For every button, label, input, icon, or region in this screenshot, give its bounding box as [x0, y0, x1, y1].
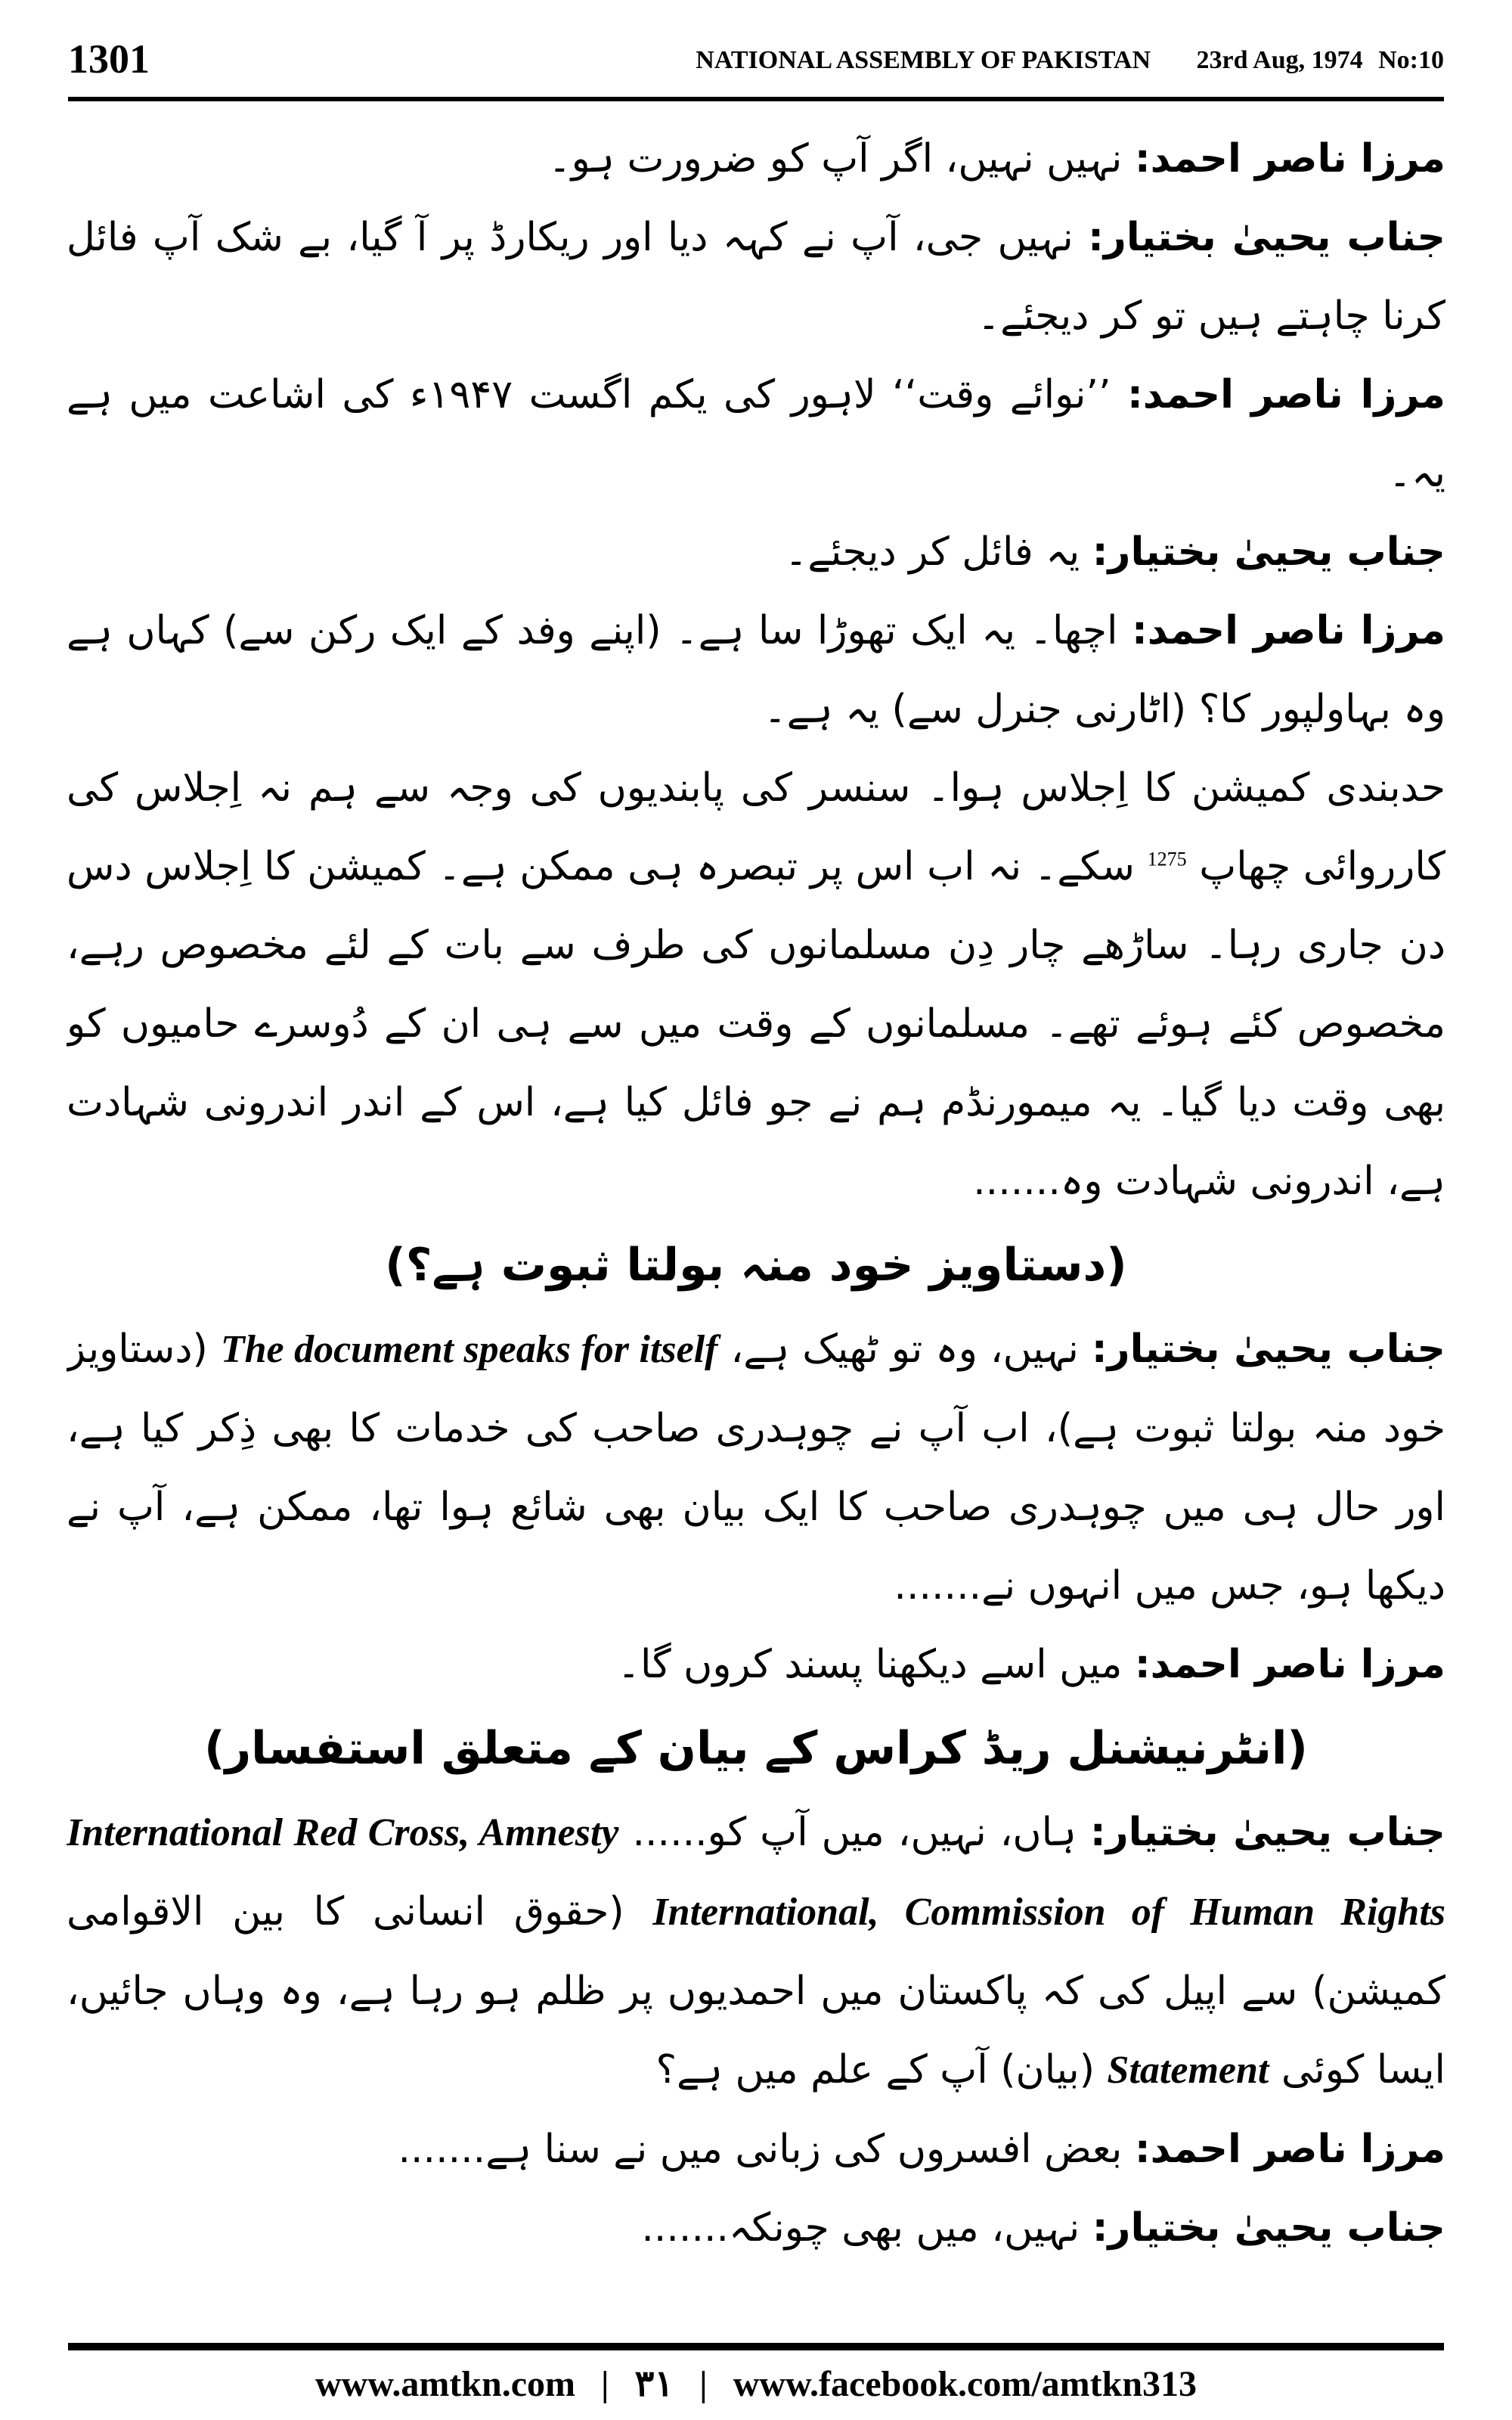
dialogue-1: [67, 119, 1445, 198]
speaker-name: جناب یحییٰ بختیار:: [1091, 1326, 1445, 1372]
footnote-marker: 1275: [1147, 848, 1187, 870]
dialogue-text: ہاں، نہیں، میں آپ کو......: [632, 1810, 1077, 1855]
footer-separator: |: [600, 2364, 609, 2404]
dialogue-text: نہیں نہیں، اگر آپ کو ضرورت ہو۔: [548, 136, 1123, 182]
dialogue-text: نہیں، میں بھی چونکہ.......: [641, 2205, 1080, 2251]
speaker-name: جناب یحییٰ بختیار:: [1092, 2205, 1445, 2251]
speaker-name: جناب یحییٰ بختیار:: [1088, 215, 1445, 260]
dialogue-text: (بیان) آپ کے علم میں ہے؟: [655, 2047, 1095, 2093]
transcript-body: [67, 119, 1445, 2335]
dialogue-text: اچھا۔ یہ ایک تھوڑا سا ہے۔ (اپنے وفد کے ایک رکن سے) کہاں ہے وہ بہاولپور کا؟ (اٹارنی جنرل سے) یہ ہے۔: [67, 608, 1445, 732]
dialogue-text: بعض افسروں کی زبانی میں نے سنا ہے.......: [398, 2127, 1123, 2172]
page-header: [68, 29, 1444, 89]
dialogue-5: [67, 591, 1445, 749]
issue-number: No:10: [1378, 46, 1444, 74]
dialogue-text: نہیں، وہ تو ٹھیک ہے،: [730, 1326, 1079, 1372]
dialogue-text: (حقوق انسانی کا بین الاقوامی کمیشن) سے اپیل کی کہ پاکستان میں احمدیوں پر ظلم ہو رہا ہے، وہ وہاں جائیں، ایسا کوئی: [67, 1889, 1445, 2093]
english-phrase: The document speaks for itself: [220, 1328, 718, 1371]
english-phrase: International Red Cross, Amnesty International, Commission of Human Rights: [67, 1811, 1445, 1934]
speaker-name: مرزا ناصر احمد:: [1134, 1642, 1445, 1687]
paragraph-text: حدبندی کمیشن کا اِجلاس ہوا۔ سنسر کی پابندیوں کی وجہ سے ہم نہ اِجلاس کی کارروائی چھاپ: [67, 765, 1445, 889]
dialogue-text: نہیں جی، آپ نے کہہ دیا اور ریکارڈ پر آ گیا، بے شک آپ فائل کرنا چاہتے ہیں تو کر دیجئے۔: [67, 215, 1445, 339]
header-rule: [68, 97, 1444, 101]
dialogue-text: یہ فائل کر دیجئے۔: [784, 529, 1080, 575]
narrative-paragraph: [67, 749, 1445, 1221]
header-title: [656, 38, 1444, 83]
dialogue-text: (دستاویز خود منہ بولتا ثبوت ہے)، اب آپ نے چوہدری صاحب کی خدمات کا بھی ذِکر کیا ہے، اور حال ہی میں چوہدری صاحب کا ایک بیان بھی شائع ہوا تھا، ممکن ہے، آپ نے دیکھا ہو، جس میں انہوں نے.......: [67, 1326, 1445, 1609]
page-number: 1301: [68, 36, 150, 82]
dialogue-7: [67, 1625, 1445, 1704]
speaker-name: جناب یحییٰ بختیار:: [1089, 1810, 1445, 1855]
dialogue-text: ’’نوائے وقت‘‘ لاہور کی یکم اگست ۱۹۴۷ء کی اشاعت میں ہے یہ۔: [67, 372, 1445, 496]
speaker-name: مرزا ناصر احمد:: [1134, 136, 1445, 182]
footer-page-number: ۳۱: [634, 2364, 674, 2404]
speaker-name: جناب یحییٰ بختیار:: [1092, 529, 1445, 575]
publication-name: NATIONAL ASSEMBLY OF PAKISTAN: [696, 46, 1151, 74]
speaker-name: مرزا ناصر احمد:: [1126, 372, 1445, 417]
section-heading: (دستاویز خود منہ بولتا ثبوت ہے؟): [385, 1239, 1127, 1292]
dialogue-10: [67, 2189, 1445, 2267]
dialogue-2: [67, 198, 1445, 355]
footer-separator: |: [699, 2364, 708, 2404]
speaker-name: مرزا ناصر احمد:: [1134, 2127, 1445, 2172]
publication-date: 23rd Aug, 1974: [1196, 46, 1363, 74]
dialogue-8: [67, 1793, 1445, 2110]
dialogue-4: [67, 513, 1445, 591]
page-footer: [68, 2358, 1444, 2411]
facebook-url: www.facebook.com/amtkn313: [733, 2364, 1198, 2404]
dialogue-9: [67, 2110, 1445, 2189]
english-word: Statement: [1107, 2049, 1269, 2092]
dialogue-3: [67, 355, 1445, 513]
website-url: www.amtkn.com: [314, 2364, 575, 2404]
speaker-name: مرزا ناصر احمد:: [1131, 608, 1445, 653]
section-heading: (انٹرنیشنل ریڈ کراس کے بیان کے متعلق استفسار): [204, 1722, 1308, 1775]
dialogue-6: [67, 1310, 1445, 1625]
footer-rule: [68, 2343, 1444, 2350]
dialogue-text: میں اسے دیکھنا پسند کروں گا۔: [617, 1642, 1123, 1687]
paragraph-text: سکے۔ نہ اب اس پر تبصرہ ہی ممکن ہے۔ کمیشن کا اِجلاس دس دن جاری رہا۔ ساڑھے چار دِن مسلمانوں کی طرف سے بات کے لئے مخصوص رہے، مخصوص کئے ہوئے تھے۔ مسلمانوں کے وقت میں سے ہی ان کے دُوسرے حامیوں کو بھی وقت دیا گیا۔ یہ میمورنڈم ہم نے جو فائل کیا ہے، اس کے اندر اندرونی شہادت ہے، اندرونی شہادت وہ.......: [67, 844, 1445, 1204]
